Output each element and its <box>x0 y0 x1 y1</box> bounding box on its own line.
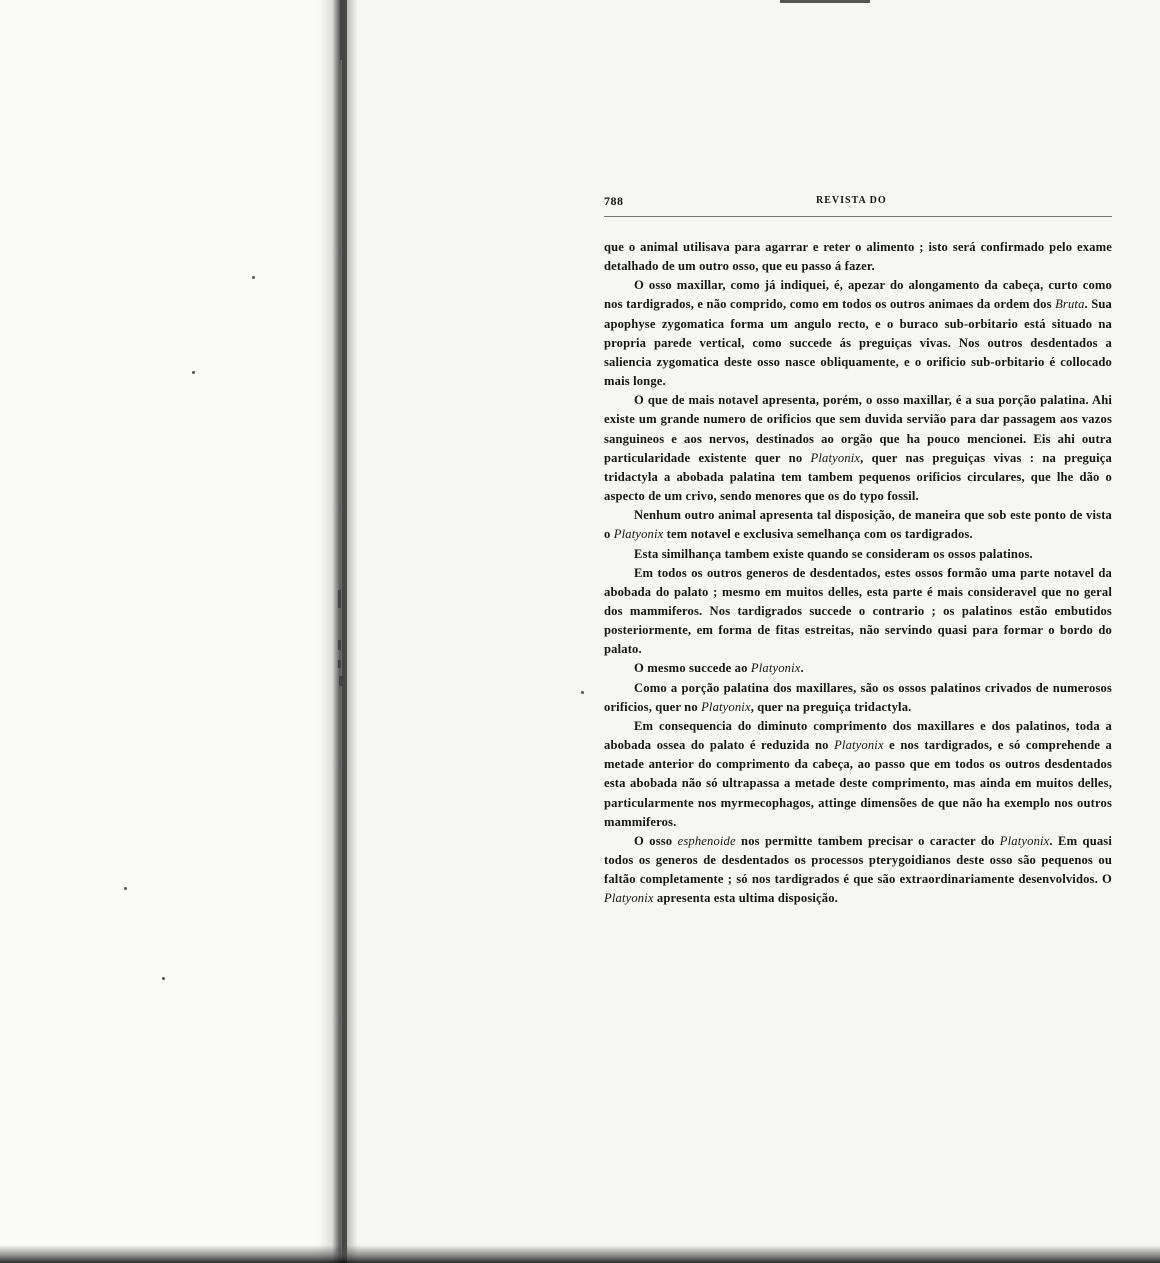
paragraph <box>604 391 1112 506</box>
text-run: O osso maxillar, como já indiquei, é, apezar do alongamento da cabeça, curto como nos tardigrados, e não comprido, como em todos os outros animaes da ordem dos <box>604 278 1112 312</box>
text-run: , quer nas preguiças vivas : na preguiça tridactyla a abobada palatina tem tambem pequenos orificios circulares, que lhe dão o aspecto de um crivo, sendo menores que os do typo fossil. <box>604 450 1112 504</box>
book-page <box>604 192 1112 908</box>
paragraph <box>604 564 1112 660</box>
scan-speck <box>162 977 165 980</box>
italic-term: Platyonix <box>810 450 861 465</box>
text-run: . <box>800 661 804 676</box>
paragraph <box>604 506 1112 544</box>
book-gutter-line <box>342 0 347 1263</box>
scan-top-edge-mark <box>780 0 870 3</box>
text-run: e nos tardigrados, e só comprehende a metade anterior do comprimento da cabeça, ao passo que em todos os outros desdentados esta abobada não só ultrapassa a metade deste comprimento, mas ainda em muitos delles, particularmente nos myrmecophagos, attinge dimensões de que não ha exemplo nos outros mammiferos. <box>604 738 1112 829</box>
text-run: . Sua apophyse zygomatica forma um angulo recto, e o buraco sub-orbitario está situado na propria parede vertical, como succede ás preguiças vivas. Nos outros desdentados a saliencia zygomatica deste osso nasce obliquamente, e o orificio sub-orbitario é collocado mais longe. <box>604 297 1112 389</box>
running-title: REVISTA DO <box>816 195 887 206</box>
scan-speck <box>581 691 584 694</box>
text-run: Em todos os outros generos de desdentados, estes ossos formão uma parte notavel da abobada do palato ; mesmo em muitos delles, esta parte é mais consideravel que no geral dos mammiferos. Nos tardigrados succede o contrario ; os palatinos estão embutidos posteriormente, em forma de fitas estreitas, não servindo quasi para formar o bordo do palato. <box>604 565 1112 657</box>
text-run: O que de mais notavel apresenta, porém, o osso maxillar, é a sua porção palatina. Ahi existe um grande numero de orificios que sem duvida servião para dar passagem aos vazos sanguineos e aos nervos, destinados ao orgão que ha pouco mencionei. Eis ahi outra particularidade existente quer no <box>604 393 1112 465</box>
running-head <box>604 192 1112 212</box>
italic-term: Platyonix <box>701 699 751 714</box>
text-run: nos permitte tambem precisar o caracter do <box>735 833 1000 848</box>
paragraph <box>604 832 1112 909</box>
italic-term: Bruta <box>1055 297 1085 312</box>
paragraph <box>604 679 1112 717</box>
text-run: que o animal utilisava para agarrar e reter o alimento ; isto será confirmado pelo exame detalhado de um outro osso, que eu passo á fazer. <box>604 240 1112 274</box>
header-rule <box>604 216 1112 217</box>
left-page-edge <box>0 0 342 1263</box>
gutter-mark <box>338 660 341 668</box>
text-run: , quer na preguiça tridactyla. <box>750 699 912 714</box>
italic-term: Platyonix <box>834 738 884 753</box>
paragraph <box>604 545 1112 564</box>
text-run: Nenhum outro animal apresenta tal disposição, de maneira que sob este ponto de vista o <box>604 508 1112 542</box>
scan-speck <box>192 371 195 374</box>
text-run: Em consequencia do diminuto comprimento dos maxillares e dos palatinos, toda a abobada ossea do palato é reduzida no <box>604 718 1112 753</box>
italic-term: Platyonix <box>750 661 801 676</box>
paragraph <box>604 717 1112 832</box>
scan-speck <box>252 276 255 279</box>
page-number: 788 <box>604 194 624 208</box>
gutter-mark <box>338 590 341 608</box>
text-run: . Em quasi todos os generos de desdentados os processos pterygoidianos deste osso são pequenos ou faltão completamente ; só nos tardigrados é que são extraordinariamente desenvolvidos. O <box>604 833 1112 887</box>
gutter-mark <box>340 0 344 60</box>
italic-term: Platyonix <box>999 833 1050 848</box>
book-gutter-shadow <box>318 0 358 1263</box>
text-run: apresenta esta ultima disposição. <box>653 891 838 906</box>
text-run: O mesmo succede ao <box>634 661 751 676</box>
text-run: tem notavel e exclusiva semelhança com os tardigrados. <box>663 527 973 542</box>
scan-bottom-edge <box>0 1245 1160 1263</box>
italic-term: Platyonix <box>604 891 654 906</box>
italic-term: esphenoide <box>677 833 736 848</box>
italic-term: Platyonix <box>613 527 664 542</box>
scan-speck <box>124 887 127 890</box>
paragraph <box>604 238 1112 276</box>
body-text <box>604 238 1112 908</box>
paragraph <box>604 276 1112 391</box>
gutter-mark <box>338 640 341 650</box>
text-run: Esta similhança tambem existe quando se consideram os ossos palatinos. <box>634 546 1033 561</box>
gutter-mark <box>339 676 342 686</box>
paragraph <box>604 659 1112 678</box>
text-run: Como a porção palatina dos maxillares, são os ossos palatinos crivados de numerosos orificios, quer no <box>604 680 1112 714</box>
text-run: O osso <box>634 833 678 848</box>
